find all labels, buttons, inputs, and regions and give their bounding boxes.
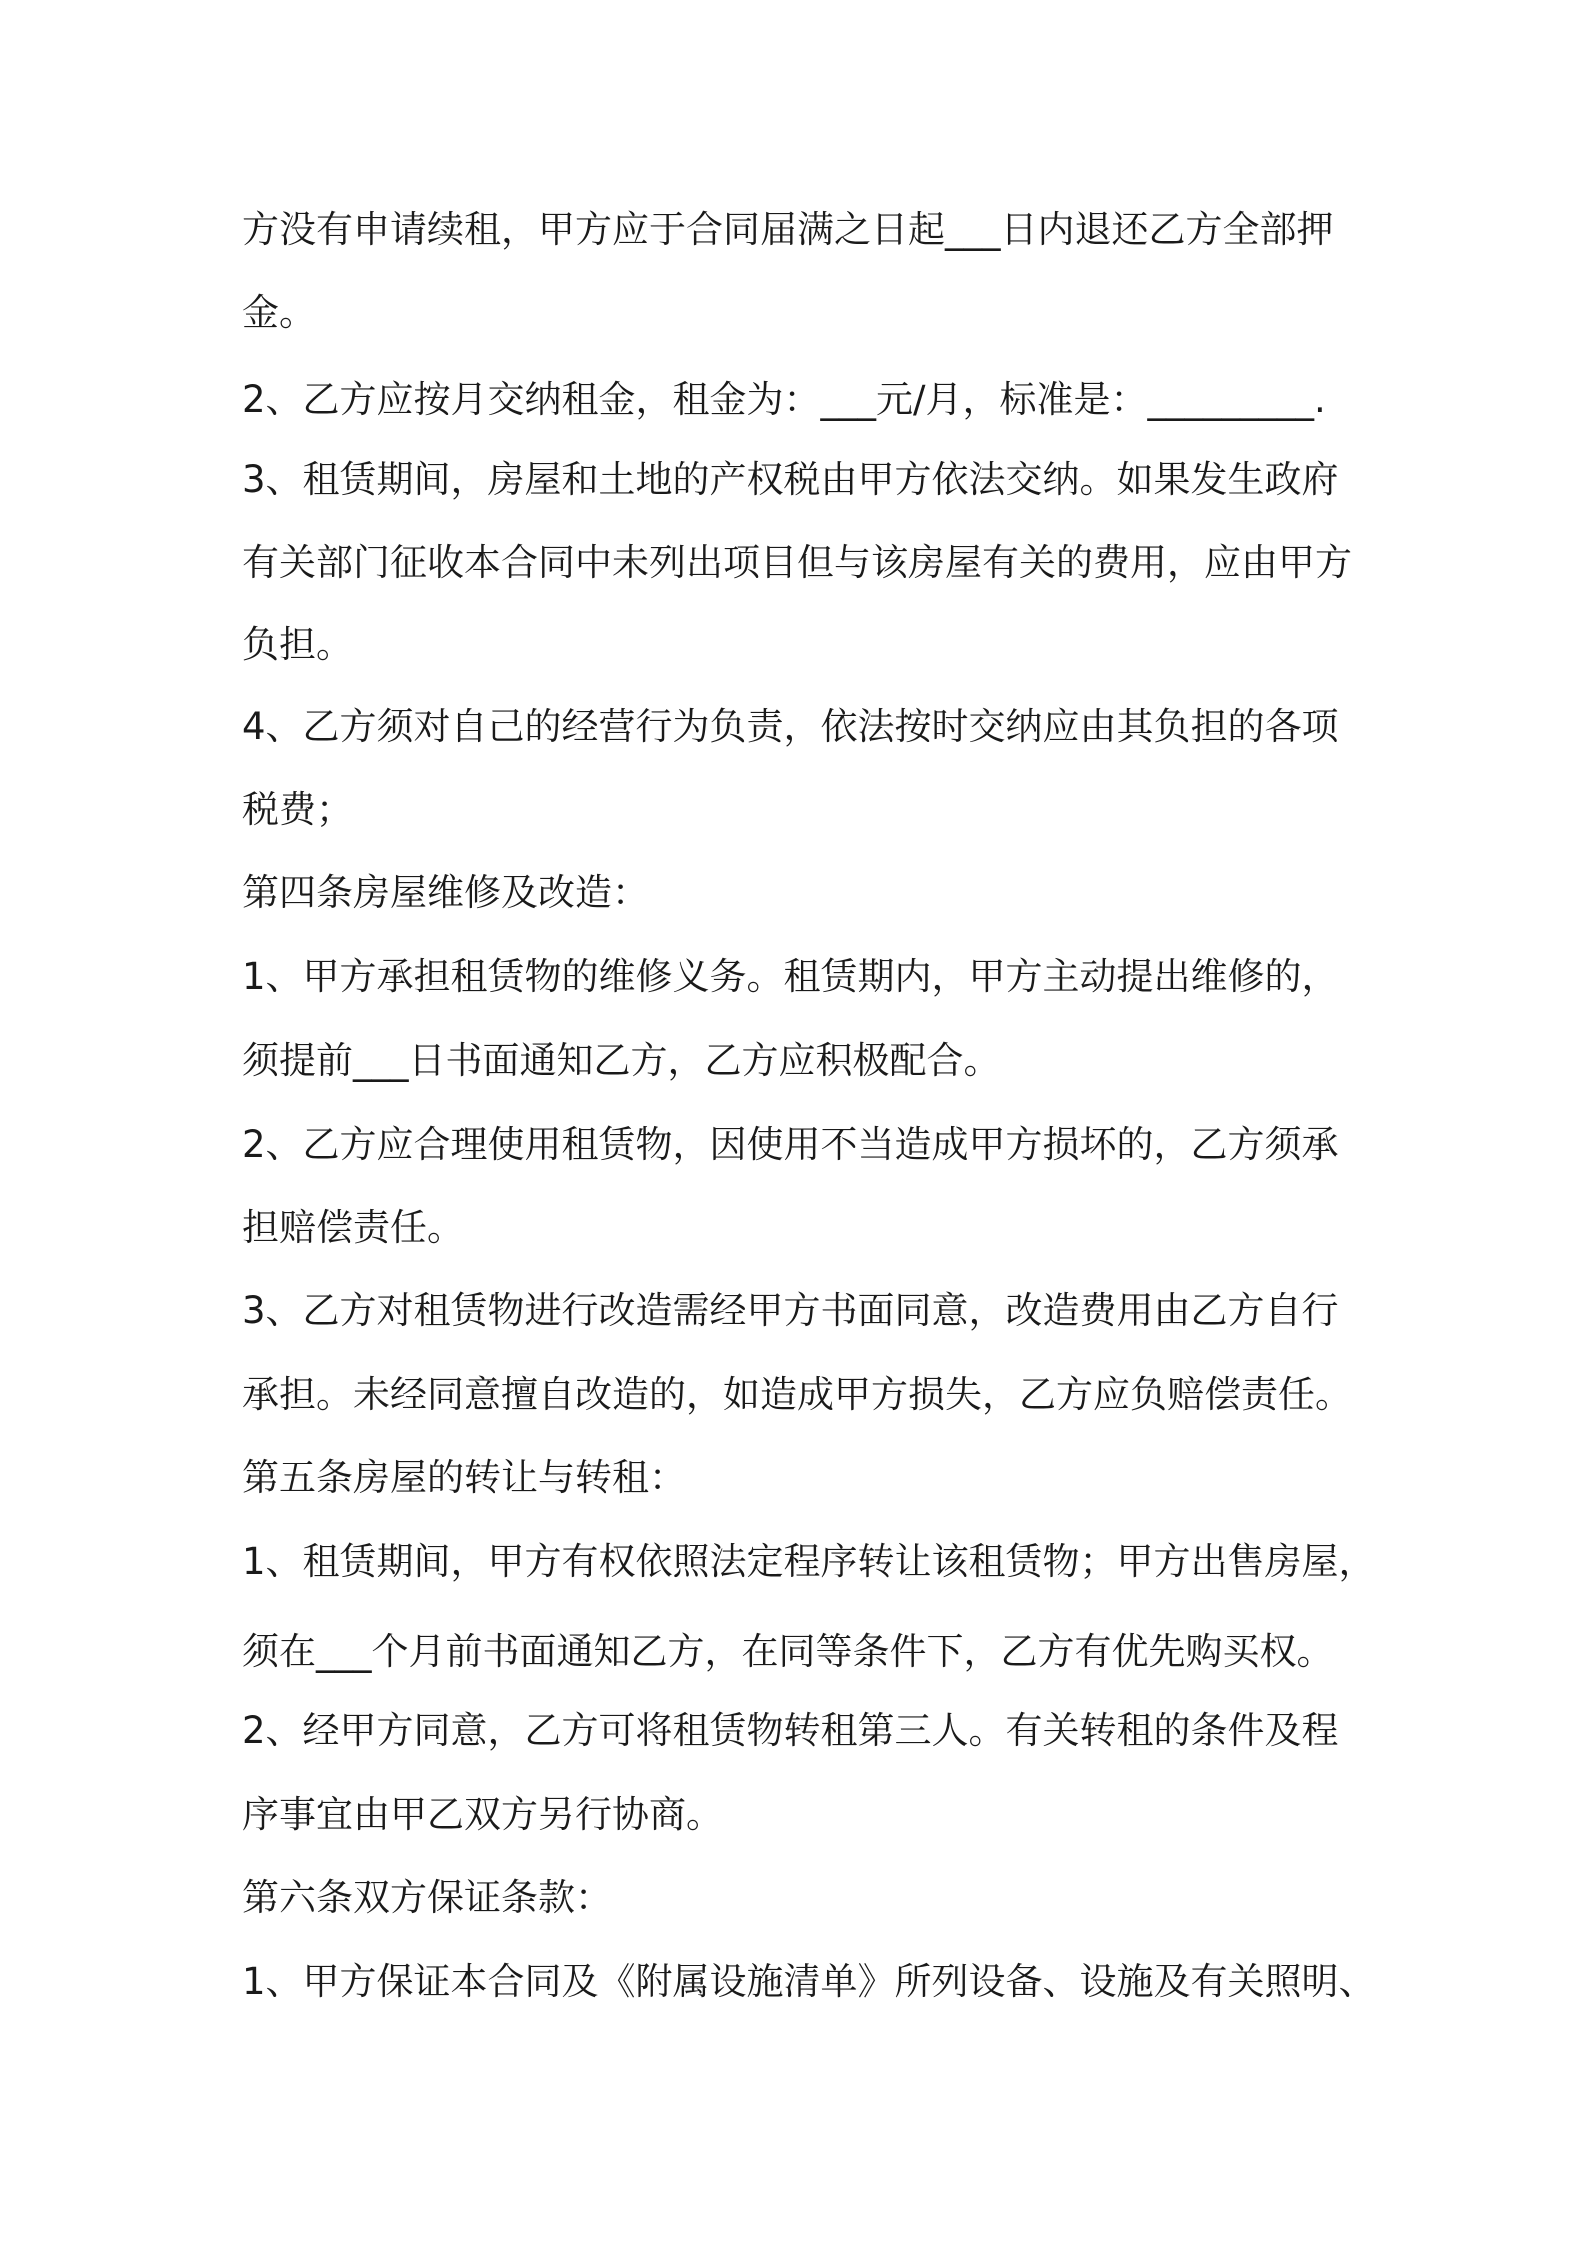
text-line: 1、甲方承担租赁物的维修义务。租赁期内，甲方主动提出维修的， <box>242 955 1339 998</box>
text-line: 2、乙方应按月交纳租金，租金为：___元/月，标准是：_________. <box>242 378 1326 421</box>
section-heading: 第六条双方保证条款： <box>242 1876 612 1919</box>
text-line: 税费； <box>242 788 353 831</box>
text-line: 须在___个月前书面通知乙方，在同等条件下，乙方有优先购买权。 <box>242 1630 1334 1673</box>
text-line: 1、甲方保证本合同及《附属设施清单》所列设备、设施及有关照明、 <box>242 1960 1376 2003</box>
text-line: 2、乙方应合理使用租赁物，因使用不当造成甲方损坏的，乙方须承 <box>242 1123 1339 1166</box>
text-line: 金。 <box>242 291 316 334</box>
text-line: 有关部门征收本合同中未列出项目但与该房屋有关的费用，应由甲方 <box>242 541 1352 584</box>
text-line: 3、租赁期间，房屋和土地的产权税由甲方依法交纳。如果发生政府 <box>242 458 1339 501</box>
section-heading: 第四条房屋维修及改造： <box>242 871 649 914</box>
text-line: 4、乙方须对自己的经营行为负责，依法按时交纳应由其负担的各项 <box>242 705 1339 748</box>
text-line: 1、租赁期间，甲方有权依照法定程序转让该租赁物；甲方出售房屋， <box>242 1540 1376 1583</box>
text-line: 担赔偿责任。 <box>242 1206 464 1249</box>
text-line: 序事宜由甲乙双方另行协商。 <box>242 1793 723 1836</box>
text-line: 负担。 <box>242 623 353 666</box>
text-line: 方没有申请续租，甲方应于合同届满之日起___日内退还乙方全部押 <box>242 208 1334 251</box>
text-line: 2、经甲方同意，乙方可将租赁物转租第三人。有关转租的条件及程 <box>242 1709 1339 1752</box>
text-line: 3、乙方对租赁物进行改造需经甲方书面同意，改造费用由乙方自行 <box>242 1289 1339 1332</box>
text-line: 须提前___日书面通知乙方，乙方应积极配合。 <box>242 1039 1001 1082</box>
section-heading: 第五条房屋的转让与转租： <box>242 1456 686 1499</box>
text-line: 承担。未经同意擅自改造的，如造成甲方损失，乙方应负赔偿责任。 <box>242 1373 1352 1416</box>
